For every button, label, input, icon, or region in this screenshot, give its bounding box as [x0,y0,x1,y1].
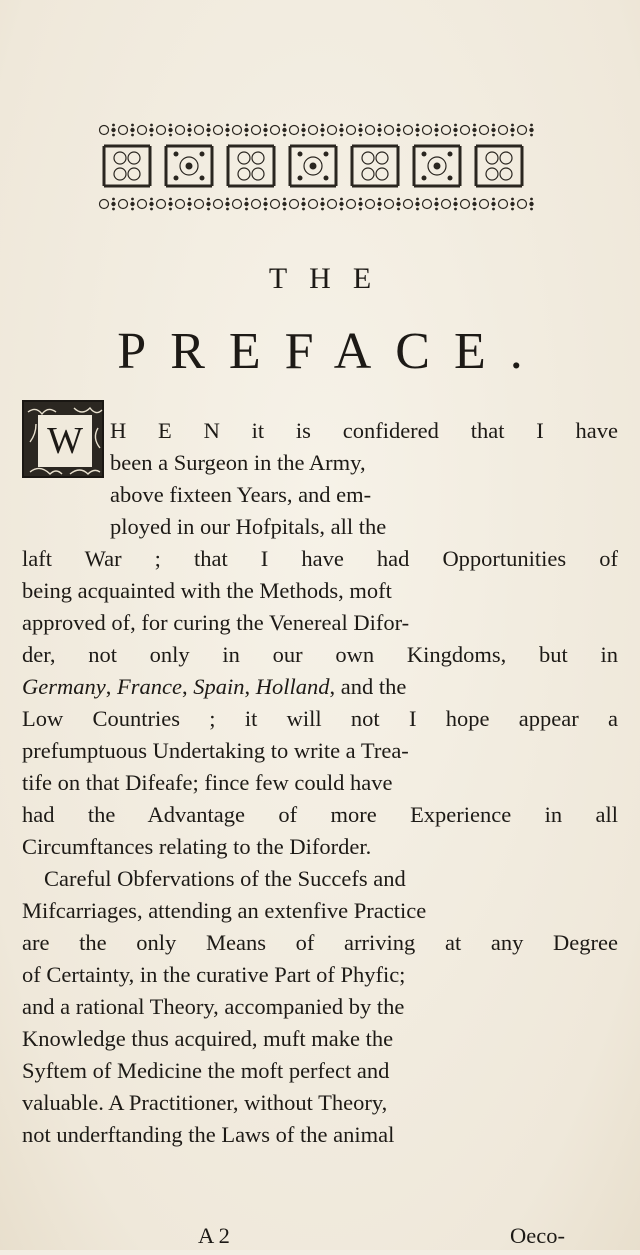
ornament-dot [396,202,400,206]
text-line-content: Circumftances relating to the Diforder. [22,834,372,859]
text-line-content: had the Advantage of more Experience in all [22,802,618,827]
ornament-dot [114,168,126,180]
ornament-dot [362,168,374,180]
ornament-dot [283,134,286,137]
ornament-dot [404,126,413,135]
ornament-dot [340,198,343,201]
ornament-dot [385,126,394,135]
preface-text [22,415,618,1151]
ornament-dot [282,202,286,206]
ornament-dot [188,208,191,211]
ornament-dot [442,200,451,209]
text-line [22,767,618,799]
ornament-dot [434,202,438,206]
text-line-content: prefumptuous Undertaking to write a Trea- [22,738,409,763]
ornament-dot [435,134,438,137]
ornament-dot [131,134,134,137]
ornament-frame [352,146,398,186]
ornament-dot [492,208,495,211]
ornament-dot [454,198,457,201]
ornament-dot [530,198,533,201]
ornament-dot [473,124,476,127]
ornament-dot [130,128,134,132]
ornament-dot [422,152,427,157]
ornament-dot [238,168,250,180]
text-line-content: are the only Means of arriving at any Degree [22,930,618,955]
ornament-dot [328,200,337,209]
ornament-dot [149,128,153,132]
ornament-dot [233,126,242,135]
text-line-content: valuable. A Practitioner, without Theory, [22,1090,388,1115]
page-title: PREFACE. [117,323,547,380]
text-line [22,575,618,607]
ornament-dot [225,128,229,132]
ornament-dot [111,128,115,132]
ornament-dot [263,128,267,132]
text-line [22,927,618,959]
ornament-dot [339,202,343,206]
ornament-dot [423,200,432,209]
ornament-frame [104,146,150,186]
catchword: Oeco- [510,1223,565,1248]
ornament-dot [442,126,451,135]
ornament-dot [461,200,470,209]
ornament-dot [252,126,261,135]
ornament-dot [245,208,248,211]
ornament-dot [377,128,381,132]
ornament-dot [358,128,362,132]
ornament-dot [207,208,210,211]
ornament-dot [176,126,185,135]
ornament-dot [499,126,508,135]
ornament-dot [271,200,280,209]
ornament-dot [324,176,329,181]
ornament-dot [128,168,140,180]
ornament-dot [324,152,329,157]
ornament-dot [339,128,343,132]
ornament-dot [404,200,413,209]
ornament-dot [499,200,508,209]
text-line-content: der, not only in our own Kingdoms, but in [22,642,618,667]
ornament-dot [340,134,343,137]
ornament-dot [473,208,476,211]
ornament-dot [174,152,179,157]
ornament-dot [188,198,191,201]
ornament-dot [302,124,305,127]
ornament-dot [416,134,419,137]
text-line [22,831,618,863]
ornament-dot [264,208,267,211]
ornament-dot [263,202,267,206]
ornament-dot [150,134,153,137]
text-line [22,799,618,831]
ornament-dot [290,200,299,209]
ornament-dot [200,176,205,181]
ornament-dot [226,198,229,201]
ornament-dot [530,134,533,137]
ornament-dot [302,198,305,201]
ornament-dot [321,134,324,137]
text-line-content: of Certainty, in the curative Part of Phyfic; [22,962,406,987]
ornament-dot [486,168,498,180]
text-line-content: Germany, France, Spain, Holland, and the [22,674,407,699]
italic-place-name: Germany [22,674,106,699]
ornament-dot [385,200,394,209]
ornament-dot [207,134,210,137]
ornament-dot [511,198,514,201]
ornament-dot [310,163,317,170]
ornament-dot [283,198,286,201]
ornament-dot [271,126,280,135]
ornament-dot [200,152,205,157]
ornament-dot [480,200,489,209]
ornament-dot [130,202,134,206]
ornament-dot [245,134,248,137]
ornament-dot [138,126,147,135]
ornament-dot [138,200,147,209]
ornament-dot [454,208,457,211]
ornament-dot [448,176,453,181]
ornament-dot [397,134,400,137]
ornament-dot [416,198,419,201]
ornament-dot [529,128,533,132]
ornament-dot [169,198,172,201]
text-line [22,415,618,447]
text-line [22,991,618,1023]
ornament-dot [434,128,438,132]
ornament-dot [435,198,438,201]
ornament-dot [244,128,248,132]
text-line [22,895,618,927]
text-line-content: been a Surgeon in the Army, [110,450,366,475]
ornament-dot [226,134,229,137]
ornament-dot [298,152,303,157]
ornament-dot [492,198,495,201]
ornament-dot [100,126,109,135]
ornament-dot [511,208,514,211]
ornament-dot [252,200,261,209]
text-line-content: Knowledge thus acquired, muft make the [22,1026,394,1051]
text-line [22,1119,618,1151]
ornament-dot [309,126,318,135]
ornament-dot [347,126,356,135]
ornament-dot [114,152,126,164]
text-line [22,703,618,735]
ornament-dot [415,202,419,206]
ornament-dot [397,208,400,211]
ornament-dot [359,124,362,127]
ornament-dot [119,126,128,135]
text-line [22,639,618,671]
ornament-dot [264,198,267,201]
text-line-content: being acquainted with the Methods, moft [22,578,392,603]
ornament-dot [448,152,453,157]
text-line-content: Mifcarriages, attending an extenfive Practice [22,898,427,923]
ornament-dot [100,200,109,209]
ornament-dot [282,128,286,132]
ornament-dot [168,202,172,206]
ornament-dot [119,200,128,209]
ornament-dot [486,152,498,164]
ornament-dot [283,124,286,127]
ornament-dot [298,176,303,181]
ornament-dot [492,134,495,137]
ornament-dot [378,124,381,127]
text-line-content: tife on that Difeafe; fince few could have [22,770,393,795]
ornament-dot [340,208,343,211]
ornament-dot [150,124,153,127]
ornament-dot [206,128,210,132]
ornament-dot [510,128,514,132]
ornament-dot [188,134,191,137]
ornament-dot [321,208,324,211]
ornament-dot [238,152,250,164]
text-line-italic-places [22,671,618,703]
ornament-dot [168,128,172,132]
ornament-dot [187,202,191,206]
text-line [22,607,618,639]
ornament-dot [491,128,495,132]
ornament-dot [150,198,153,201]
heading-the: THE [268,262,394,295]
ornament-dot [511,134,514,137]
ornament-dot [309,200,318,209]
ornament-dot [435,208,438,211]
ornament-dot [397,198,400,201]
ornament-dot [453,128,457,132]
italic-place-name: Spain [193,674,245,699]
text-line [22,479,618,511]
page-footer [0,1223,640,1255]
ornament-dot [500,168,512,180]
ornament-dot [150,208,153,211]
ornament-dot [169,134,172,137]
ornament-dot [473,198,476,201]
ornament-dot [472,202,476,206]
ornament-dot [529,202,533,206]
ornament-dot [207,198,210,201]
ornament-dot [207,124,210,127]
ornament-dot [472,128,476,132]
ornament-dot [453,202,457,206]
ornament-dot [366,200,375,209]
ornament-dot [157,200,166,209]
ornament-dot [244,202,248,206]
text-line-content: laft War ; that I have had Opportunities of [22,546,618,571]
ornament-dot [415,128,419,132]
ornament-dot [359,198,362,201]
ornament-dot [301,202,305,206]
ornament-dot [416,124,419,127]
ornament-dot [233,200,242,209]
ornament-dot [169,208,172,211]
ornament-dot [264,124,267,127]
ornament-band-icon [98,116,543,214]
text-line [22,735,618,767]
ornament-dot [252,152,264,164]
text-line [22,1087,618,1119]
ornament-dot [320,128,324,132]
ornament-frame [476,146,522,186]
text-line [22,1023,618,1055]
ornament-dot [195,126,204,135]
ornament-dot [473,134,476,137]
ornament-dot [511,124,514,127]
ornament-dot [359,134,362,137]
ornament-dot [112,124,115,127]
ornament-dot [169,124,172,127]
ornament-dot [454,124,457,127]
ornament-dot [252,168,264,180]
ornament-dot [245,198,248,201]
ornament-dot [176,200,185,209]
ornament-dot [518,200,527,209]
ornament-dot [226,208,229,211]
ornament-svg [98,116,543,214]
text-line-content: and a rational Theory, accompanied by the [22,994,405,1019]
ornament-dot [530,124,533,127]
ornament-dot [454,134,457,137]
ornament-dot [112,208,115,211]
ornament-dot [500,152,512,164]
ornament-dot [377,202,381,206]
ornament-dot [461,126,470,135]
ornament-dot [283,208,286,211]
ornament-dot [358,202,362,206]
text-line-content: H E N it is confidered that I have [110,418,618,443]
ornament-dot [245,124,248,127]
ornament-dot [186,163,193,170]
dropcap-letter: W [38,415,92,467]
ornament-dot [422,176,427,181]
ornament-dot [131,124,134,127]
ornament-dot [376,152,388,164]
ornament-dot [149,202,153,206]
ornament-dot [518,126,527,135]
ornament-dot [264,134,267,137]
ornament-dot [214,200,223,209]
ornament-dot [174,176,179,181]
signature-mark: A 2 [198,1223,230,1248]
ornament-dot [302,208,305,211]
ornament-dot [321,198,324,201]
text-line-content: not underftanding the Laws of the animal [22,1122,395,1147]
ornament-dot [378,134,381,137]
ornament-dot [366,126,375,135]
ornament-dot [290,126,299,135]
ornament-dot [301,128,305,132]
italic-place-name: Holland [255,674,330,699]
text-line-content: Careful Obfervations of the Succefs and [44,866,406,891]
text-line-content: above fixteen Years, and em- [110,482,372,507]
text-line [22,959,618,991]
ornament-dot [111,202,115,206]
ornament-dot [188,124,191,127]
ornament-dot [376,168,388,180]
ornament-dot [362,152,374,164]
text-line-content: Syftem of Medicine the moft perfect and [22,1058,390,1083]
text-line-content: ployed in our Hofpitals, all the [110,514,387,539]
ornament-dot [320,202,324,206]
ornament-dot [396,128,400,132]
ornament-dot [397,124,400,127]
text-line [22,543,618,575]
ornament-dot [378,198,381,201]
ornament-dot [434,163,441,170]
text-line [22,447,618,479]
ornament-dot [491,202,495,206]
ornament-frame [228,146,274,186]
text-line [22,511,618,543]
ornament-dot [131,198,134,201]
text-line-content: approved of, for curing the Venereal Difor- [22,610,410,635]
ornament-dot [302,134,305,137]
ornament-dot [347,200,356,209]
ornament-dot [112,198,115,201]
text-line-content: Low Countries ; it will not I hope appear a [22,706,618,731]
ornament-dot [187,128,191,132]
ornament-dot [423,126,432,135]
ornament-dot [530,208,533,211]
ornament-dot [435,124,438,127]
ornament-dot [131,208,134,211]
ornament-dot [359,208,362,211]
ornament-dot [225,202,229,206]
ornament-dot [226,124,229,127]
ornament-dot [328,126,337,135]
ornament-dot [128,152,140,164]
ornament-dot [480,126,489,135]
ornament-dot [340,124,343,127]
ornament-dot [214,126,223,135]
ornament-dot [416,208,419,211]
ornament-dot [378,208,381,211]
ornament-dot [321,124,324,127]
ornament-dot [195,200,204,209]
ornament-dot [492,124,495,127]
ornament-dot [157,126,166,135]
ornament-dot [510,202,514,206]
text-line [22,863,618,895]
italic-place-name: France [116,674,182,699]
ornament-dot [112,134,115,137]
text-line [22,1055,618,1087]
ornament-dot [206,202,210,206]
